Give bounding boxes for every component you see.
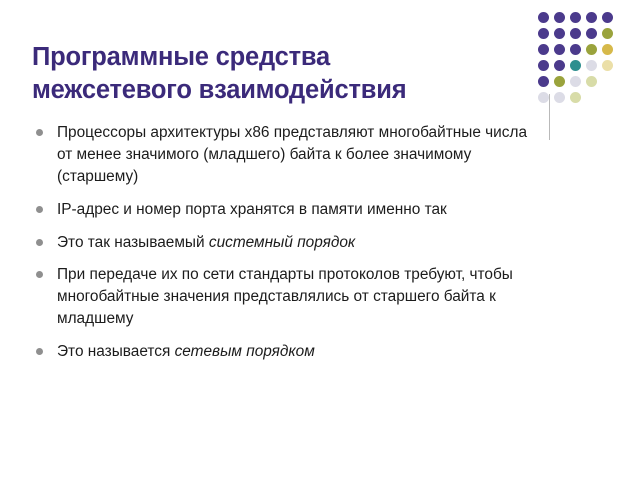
dot-decoration <box>602 28 613 39</box>
dot-grid-decoration <box>538 12 634 130</box>
dot-decoration <box>538 44 549 55</box>
dot-decoration <box>570 92 581 103</box>
page-title-line-1: Программные средства <box>32 43 331 72</box>
page-title <box>32 41 522 106</box>
list-item <box>30 122 540 188</box>
dot-decoration <box>538 12 549 23</box>
dot-decoration <box>602 60 613 71</box>
dot-decoration <box>586 12 597 23</box>
dot-decoration <box>602 44 613 55</box>
dot-decoration <box>554 12 565 23</box>
title-divider <box>549 94 550 140</box>
dot-decoration <box>554 76 565 87</box>
dot-decoration <box>554 44 565 55</box>
dot-decoration <box>586 44 597 55</box>
dot-decoration <box>586 28 597 39</box>
dot-decoration <box>570 76 581 87</box>
dot-decoration <box>586 60 597 71</box>
list-item <box>30 199 540 221</box>
dot-decoration <box>602 12 613 23</box>
list-item-emphasis: системный порядок <box>208 233 356 251</box>
dot-decoration <box>538 76 549 87</box>
dot-decoration <box>554 60 565 71</box>
dot-decoration <box>586 76 597 87</box>
dot-decoration <box>554 92 565 103</box>
dot-decoration <box>538 92 549 103</box>
dot-decoration <box>570 44 581 55</box>
list-item <box>30 264 540 330</box>
list-item-text: IP-адрес и номер порта хранятся в памяти именно так <box>57 200 447 218</box>
list-item <box>30 232 540 254</box>
list-item-text: При передаче их по сети стандарты протоколов требуют, чтобы многобайтные значения представлялись от старшего байта к младшему <box>57 266 513 328</box>
list-item-text: Процессоры архитектуры x86 представляют многобайтные числа от менее значимого (младшего) байта к более значимому (старшему) <box>57 124 527 185</box>
dot-decoration <box>538 60 549 71</box>
list-item <box>30 341 540 363</box>
bullet-list <box>30 122 540 374</box>
dot-decoration <box>570 28 581 39</box>
list-item-text: Это называется <box>57 343 175 360</box>
dot-decoration <box>554 28 565 39</box>
dot-decoration <box>570 60 581 71</box>
dot-decoration <box>570 12 581 23</box>
list-item-text: Это так называемый <box>57 233 209 251</box>
list-item-emphasis: сетевым порядком <box>174 343 315 360</box>
page-title-line-2: межсетевого взаимодействия <box>32 75 407 104</box>
dot-decoration <box>538 28 549 39</box>
